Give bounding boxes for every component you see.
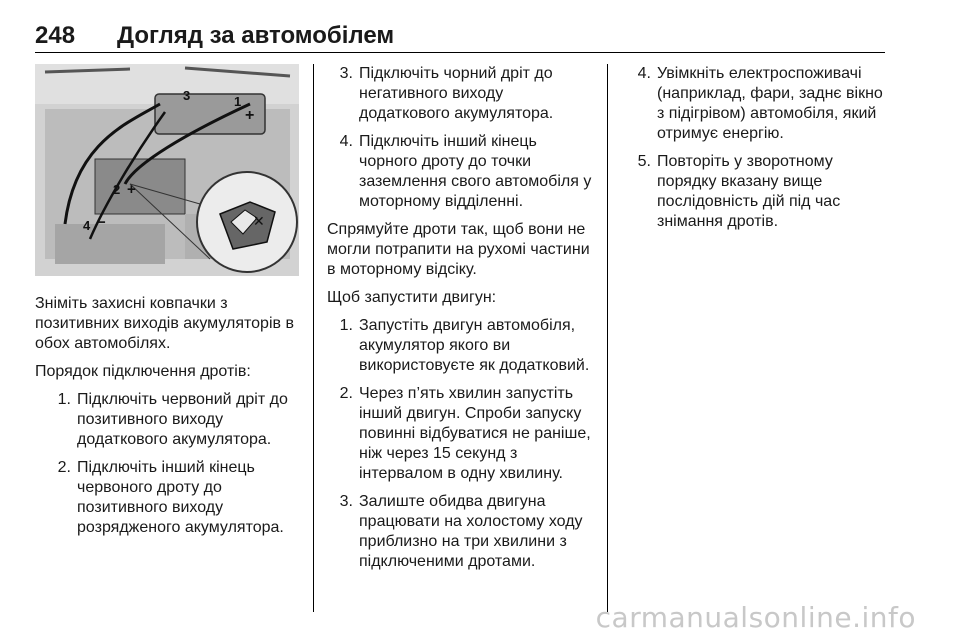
page-header [35, 22, 885, 52]
step-number: 5. [637, 153, 651, 170]
step-number: 3. [339, 65, 353, 82]
start-steps-list [327, 316, 597, 572]
list-item [35, 390, 303, 450]
page-title: Догляд за автомобілем [117, 22, 395, 49]
column-divider [313, 64, 314, 612]
column-right [625, 64, 890, 240]
start-intro: Щоб запустити двигун: [327, 289, 497, 306]
list-item [327, 492, 597, 572]
callout-2: 2 [113, 182, 121, 197]
column-divider [607, 64, 608, 612]
column-left [35, 64, 303, 546]
step-text: Підключіть інший кінець червоного дроту до позитивного виходу розрядженого акумулятора. [77, 459, 284, 536]
list-item [327, 132, 597, 212]
step-text: Залиште обидва двигуна працювати на холостому ходу приблизно на три хвилини з підключеними дротами. [359, 493, 583, 570]
step-number: 1. [57, 391, 71, 408]
plus-sign: + [127, 181, 136, 198]
step-text: Підключіть чорний дріт до негативного виходу додаткового акумулятора. [359, 65, 554, 122]
list-item [35, 458, 303, 538]
page-number: 248 [35, 22, 76, 49]
caption-text: Зніміть захисні ковпачки з позитивних виходів акумуляторів в обох автомобілях. [35, 295, 294, 352]
list-item [625, 64, 890, 144]
minus-sign: − [97, 214, 106, 231]
connect-steps-list [35, 390, 303, 538]
watermark: carmanualsonline.info [595, 601, 916, 634]
list-item [327, 384, 597, 484]
callout-3: 3 [183, 88, 191, 103]
column-middle [327, 64, 597, 580]
step-text: Запустіть двигун автомобіля, акумулятор якого ви використовуєте як додатковий. [359, 317, 590, 374]
step-number: 2. [339, 385, 353, 402]
step-number: 1. [339, 317, 353, 334]
start-steps-list-continued [625, 64, 890, 232]
step-text: Підключіть інший кінець чорного дроту до точки заземлення свого автомобіля у моторному відділенні. [359, 133, 592, 210]
step-number: 4. [637, 65, 651, 82]
header-rule [35, 52, 885, 53]
list-item [327, 64, 597, 124]
plus-sign: + [245, 107, 255, 124]
callout-1: 1 [234, 94, 242, 109]
callout-4: 4 [83, 218, 91, 233]
engine-bay-illustration [35, 64, 299, 276]
svg-text:✕: ✕ [253, 214, 265, 230]
list-item [327, 316, 597, 376]
routing-note: Спрямуйте дроти так, щоб вони не могли потрапити на рухомі частини в моторному відсіку. [327, 221, 590, 278]
connect-intro: Порядок підключення дротів: [35, 363, 251, 380]
connect-steps-list-continued [327, 64, 597, 212]
step-text: Підключіть червоний дріт до позитивного виходу додаткового акумулятора. [77, 391, 288, 448]
step-text: Повторіть у зворотному порядку вказану вище послідовність дій під час знімання дротів. [657, 153, 841, 230]
step-number: 4. [339, 133, 353, 150]
step-text: Увімкніть електроспоживачі (наприклад, фари, заднє вікно з підігрівом) автомобіля, який отримує енергію. [657, 65, 883, 142]
step-number: 2. [57, 459, 71, 476]
step-text: Через п’ять хвилин запустіть інший двигун. Спроби запуску повинні відбуватися не раніше, ніж через 15 секунд з інтервалом в одну хвилину. [359, 385, 591, 482]
step-number: 3. [339, 493, 353, 510]
list-item [625, 152, 890, 232]
